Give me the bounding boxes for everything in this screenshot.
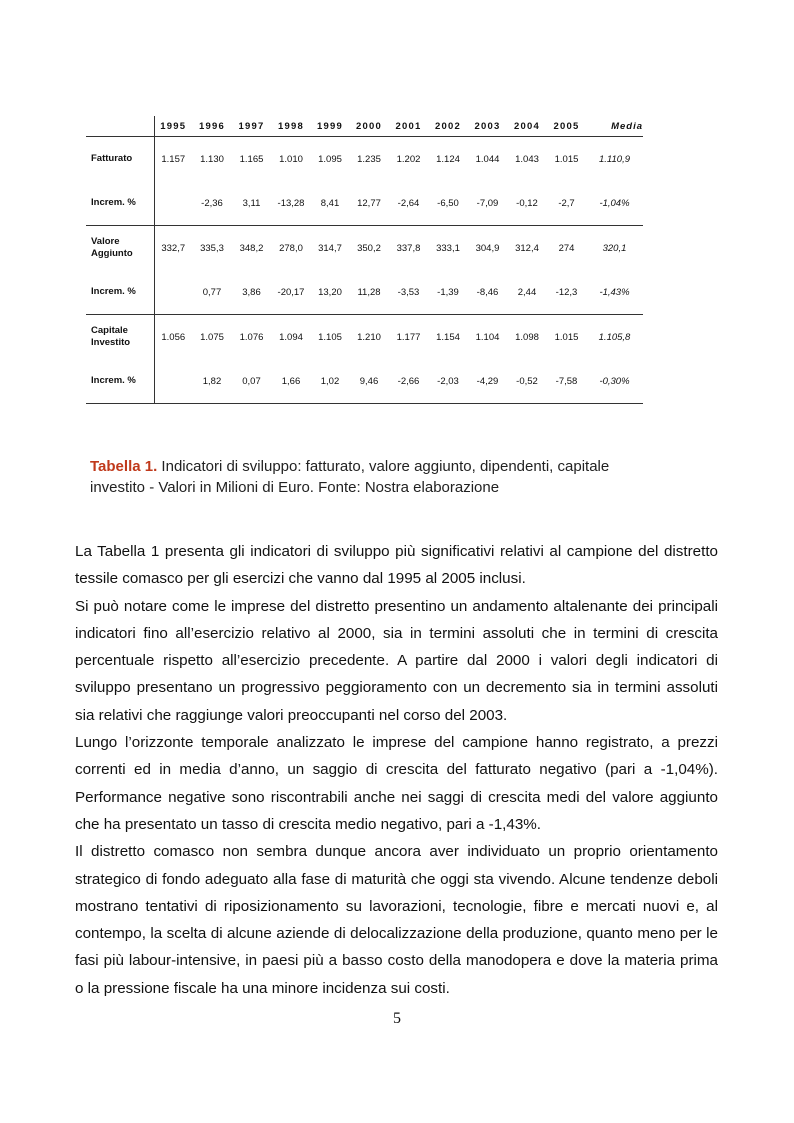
value-cell: -20,17 bbox=[271, 270, 311, 315]
table-row bbox=[86, 315, 643, 360]
row-label-line: Capitale bbox=[91, 325, 128, 336]
value-cell: 1,02 bbox=[311, 359, 349, 404]
value-cell: -1,39 bbox=[428, 270, 468, 315]
value-cell: 1.044 bbox=[475, 153, 500, 165]
value-cell: -12,3 bbox=[547, 270, 586, 315]
row-label-line: Fatturato bbox=[91, 153, 133, 164]
value-cell: -2,03 bbox=[428, 359, 468, 404]
value-cell: 12,77 bbox=[349, 181, 389, 226]
year-header: 2000 bbox=[349, 116, 389, 137]
media-cell: 320,1 bbox=[602, 242, 627, 254]
row-label-line: Increm. % bbox=[91, 286, 136, 297]
row-label bbox=[86, 137, 154, 182]
media-header: Media bbox=[586, 116, 643, 137]
caption-text: Indicatori di sviluppo: fatturato, valore aggiunto, dipendenti, capitale investito - Valori in Milioni di Euro. Fonte: Nostra elaborazione bbox=[90, 458, 610, 496]
value-cell: 8,41 bbox=[311, 181, 349, 226]
value-cell: 1.015 bbox=[554, 153, 579, 165]
value-cell: 314,7 bbox=[318, 242, 342, 254]
row-label bbox=[86, 359, 154, 404]
row-label bbox=[86, 181, 154, 226]
value-cell: -0,52 bbox=[507, 359, 547, 404]
value-cell: 1.095 bbox=[318, 153, 342, 165]
value-cell: 1.015 bbox=[554, 331, 579, 343]
year-header: 1997 bbox=[232, 116, 271, 137]
row-label-line: Increm. % bbox=[91, 375, 136, 386]
value-cell: -0,12 bbox=[507, 181, 547, 226]
value-cell: 1.130 bbox=[200, 153, 224, 165]
table-row bbox=[86, 137, 643, 182]
value-cell: -4,29 bbox=[468, 359, 507, 404]
paragraph-4: Il distretto comasco non sembra dunque ancora aver individuato un proprio orientamento strategico di fondo adeguato alla fase di maturità che oggi sta vivendo. Alcune tendenze deboli mostrano tentativi di riposizionamento su lavorazioni, tecnologie, fibre e mercati nuovi e, al contempo, la scelta di alcune aziende di delocalizzazione della produzione, quanto meno per le fasi più labour-intensive, in paesi più a basso costo della manodopera e dove la materia prima o la pressione fiscale ha una minore incidenza sui costi. bbox=[75, 843, 718, 997]
value-cell: 274 bbox=[558, 242, 575, 254]
year-header: 1996 bbox=[192, 116, 232, 137]
value-cell: 1.043 bbox=[515, 153, 539, 165]
year-header: 2002 bbox=[428, 116, 468, 137]
media-cell: 1.110,9 bbox=[599, 153, 630, 165]
row-label bbox=[86, 270, 154, 315]
value-cell: -13,28 bbox=[271, 181, 311, 226]
caption-label: Tabella 1. bbox=[90, 458, 158, 475]
value-cell: 1.076 bbox=[239, 331, 264, 343]
value-cell: 350,2 bbox=[357, 242, 381, 254]
value-cell bbox=[154, 359, 192, 404]
row-label-line: Increm. % bbox=[91, 197, 136, 208]
year-header: 2003 bbox=[468, 116, 507, 137]
value-cell: 1.124 bbox=[436, 153, 460, 165]
table-row bbox=[86, 226, 643, 271]
value-cell: 0,77 bbox=[192, 270, 232, 315]
year-header: 2005 bbox=[547, 116, 586, 137]
year-header: 2001 bbox=[389, 116, 428, 137]
table-header-row bbox=[86, 116, 643, 137]
value-cell: 312,4 bbox=[515, 242, 539, 254]
value-cell: 1.202 bbox=[396, 153, 421, 165]
value-cell: 1.056 bbox=[161, 331, 186, 343]
value-cell: 1.098 bbox=[515, 331, 539, 343]
value-cell: 3,11 bbox=[232, 181, 271, 226]
value-cell: 337,8 bbox=[396, 242, 421, 254]
media-cell: -0,30% bbox=[586, 359, 643, 404]
table-row bbox=[86, 181, 643, 226]
value-cell bbox=[154, 181, 192, 226]
value-cell bbox=[154, 270, 192, 315]
value-cell: 1.210 bbox=[357, 331, 381, 343]
value-cell: 1.177 bbox=[396, 331, 421, 343]
body-text bbox=[75, 538, 718, 1002]
row-label-line: Valore bbox=[91, 236, 120, 247]
row-label bbox=[86, 226, 154, 271]
row-label-line: Investito bbox=[91, 337, 131, 348]
value-cell: 1.105 bbox=[318, 331, 342, 343]
value-cell: 278,0 bbox=[279, 242, 303, 254]
value-cell: 1.235 bbox=[357, 153, 381, 165]
value-cell: 1.094 bbox=[279, 331, 303, 343]
development-indicators-table-container bbox=[86, 116, 643, 404]
value-cell: 348,2 bbox=[239, 242, 264, 254]
value-cell: 2,44 bbox=[507, 270, 547, 315]
value-cell: 1.010 bbox=[279, 153, 303, 165]
value-cell: 335,3 bbox=[200, 242, 224, 254]
value-cell: 304,9 bbox=[475, 242, 500, 254]
paragraph-2: Si può notare come le imprese del distretto presentino un andamento altalenante dei principali indicatori fino all’esercizio relativo al 2000, sia in termini assoluti che in termini di crescita percentuale rispetto all’esercizio precedente. A partire dal 2000 i valori degli indicatori di sviluppo presentano un progressivo peggioramento con un decremento sia in termini assoluti sia relativi che raggiunge valori preoccupanti nel corso del 2003. bbox=[75, 597, 718, 724]
development-indicators-table bbox=[86, 116, 643, 404]
value-cell: -3,53 bbox=[389, 270, 428, 315]
row-label bbox=[86, 315, 154, 360]
value-cell: -2,36 bbox=[192, 181, 232, 226]
value-cell: 1.165 bbox=[239, 153, 264, 165]
value-cell: 3,86 bbox=[232, 270, 271, 315]
table-row bbox=[86, 359, 643, 404]
value-cell: -2,66 bbox=[389, 359, 428, 404]
table-header-label-cell bbox=[86, 116, 154, 137]
media-cell: -1,04% bbox=[586, 181, 643, 226]
value-cell: 1.157 bbox=[161, 153, 186, 165]
media-cell: -1,43% bbox=[586, 270, 643, 315]
row-label-line: Aggiunto bbox=[91, 248, 133, 259]
value-cell: -2,7 bbox=[547, 181, 586, 226]
value-cell: 333,1 bbox=[436, 242, 460, 254]
value-cell: 0,07 bbox=[232, 359, 271, 404]
media-cell: 1.105,8 bbox=[598, 331, 631, 343]
table-caption bbox=[90, 456, 660, 498]
paragraph-3: Lungo l’orizzonte temporale analizzato le imprese del campione hanno registrato, a prezzi correnti ed in media d’anno, un saggio di crescita del fatturato negativo (pari a -1,04%). Performance negative sono riscontrabili anche nei saggi di crescita medi del valore aggiunto che ha presentato un tasso di crescita medio negativo, pari a -1,43%. bbox=[75, 734, 718, 833]
paragraph-1: La Tabella 1 presenta gli indicatori di sviluppo più significativi relativi al campione del distretto tessile comasco per gli esercizi che vanno dal 1995 al 2005 inclusi. bbox=[75, 543, 718, 588]
value-cell: 1,82 bbox=[192, 359, 232, 404]
value-cell: 1.104 bbox=[475, 331, 500, 343]
year-header: 1998 bbox=[271, 116, 311, 137]
value-cell: 1,66 bbox=[271, 359, 311, 404]
value-cell: 13,20 bbox=[311, 270, 349, 315]
value-cell: 9,46 bbox=[349, 359, 389, 404]
value-cell: 1.075 bbox=[200, 331, 224, 343]
value-cell: -7,58 bbox=[547, 359, 586, 404]
value-cell: -8,46 bbox=[468, 270, 507, 315]
page-number: 5 bbox=[393, 1010, 401, 1027]
value-cell: 1.154 bbox=[436, 331, 460, 343]
year-header: 1999 bbox=[311, 116, 349, 137]
value-cell: 332,7 bbox=[161, 242, 186, 254]
value-cell: -2,64 bbox=[389, 181, 428, 226]
year-header: 2004 bbox=[507, 116, 547, 137]
value-cell: 11,28 bbox=[349, 270, 389, 315]
value-cell: -6,50 bbox=[428, 181, 468, 226]
value-cell: -7,09 bbox=[468, 181, 507, 226]
year-header: 1995 bbox=[154, 116, 192, 137]
table-row bbox=[86, 270, 643, 315]
